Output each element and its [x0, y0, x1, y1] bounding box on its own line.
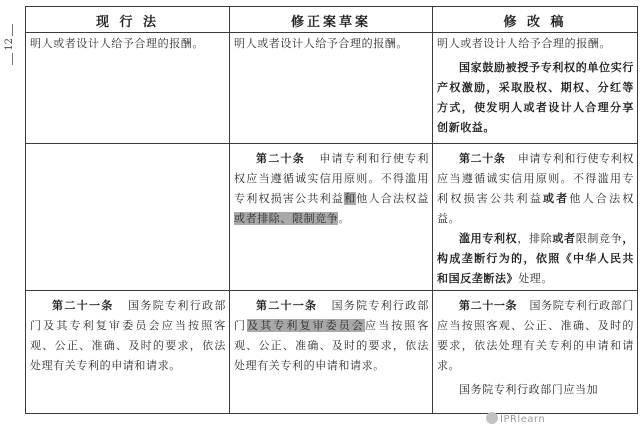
table-row	[26, 291, 638, 414]
table-row	[26, 33, 638, 144]
header-draft-amendment: 修正案草案	[230, 7, 433, 33]
wechat-icon	[486, 412, 498, 424]
paragraph: 明人或者设计人给予合理的报酬。	[437, 37, 611, 50]
cell-current-law	[26, 291, 230, 414]
highlighted-text: 或者排除、限制竞争	[234, 212, 339, 225]
article-number: 第二十一条	[459, 299, 518, 312]
article-number: 第二十条	[459, 152, 506, 165]
paragraph: 国务院专利行政部门应当加	[459, 383, 599, 396]
article-number: 第二十一条	[256, 299, 318, 312]
paragraph: 明人或者设计人给予合理的报酬。	[234, 37, 408, 50]
cell-current-law	[26, 144, 230, 291]
cell-revised-draft	[433, 144, 638, 291]
page-number: 12	[4, 22, 20, 67]
article-paragraph: 第二十一条 国务院专利行政部门及其专利复审委员会应当按照客观、公正、准确、及时的要求，依法处理有关专利的申请和请求。	[234, 299, 429, 372]
highlighted-text: 及其专利复审委员会	[247, 319, 365, 332]
comparison-table	[25, 6, 638, 414]
article-paragraph: 第二十条 申请专利和行使专利权应当遵循诚实信用原则。不得滥用专利权损害公共利益或者他人合法权益。	[437, 152, 635, 225]
cell-revised-draft	[433, 33, 638, 144]
cell-draft-amendment	[230, 33, 433, 144]
header-revised-draft: 修 改 稿	[433, 7, 638, 33]
paragraph: 明人或者设计人给予合理的报酬。	[30, 37, 204, 50]
cell-current-law	[26, 33, 230, 144]
article-paragraph: 第二十一条 国务院专利行政部门及其专利复审委员会应当按照客观、公正、准确、及时的要求，依法处理有关专利的申请和请求。	[30, 299, 226, 372]
article-paragraph: 第二十一条 国务院专利行政部门应当按照客观、公正、准确、及时的要求，依法处理有关专利的申请和请求。	[437, 299, 635, 372]
highlighted-text: 和	[344, 192, 357, 205]
cell-draft-amendment	[230, 144, 433, 291]
article-paragraph: 第二十条 申请专利和行使专利权应当遵循诚实信用原则。不得滥用专利权损害公共利益和他人合法权益或者排除、限制竞争。	[234, 152, 430, 225]
added-paragraph: 国家鼓励被授予专利权的单位实行产权激励，采取股权、期权、分红等方式，使发明人或者设计人合理分享创新收益。	[437, 61, 634, 134]
header-current-law: 现 行 法	[26, 7, 230, 33]
cell-revised-draft	[433, 291, 638, 414]
table-row	[26, 144, 638, 291]
watermark: IPRlearn	[486, 412, 545, 425]
article-number: 第二十一条	[52, 299, 114, 312]
added-paragraph: 滥用专利权，排除或者限制竞争，构成垄断行为的，依照《中华人民共和国反垄断法》处理。	[437, 232, 635, 285]
header-row	[26, 7, 638, 33]
cell-draft-amendment	[230, 291, 433, 414]
article-number: 第二十条	[256, 152, 306, 165]
